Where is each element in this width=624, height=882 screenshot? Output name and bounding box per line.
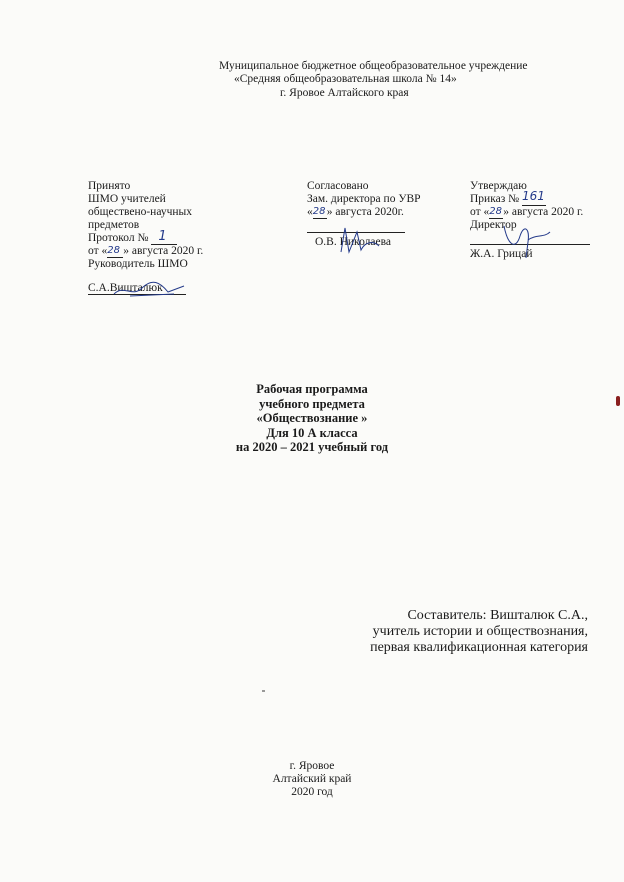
approved-date-prefix: от « — [470, 206, 490, 218]
protocol-label: Протокол № — [88, 232, 149, 244]
program-title — [212, 382, 412, 455]
approved-date-suffix: » августа 2020 г. — [503, 206, 584, 218]
footer-city: г. Яровое — [289, 760, 335, 772]
author-block — [288, 608, 588, 656]
accepted-date-prefix: от « — [88, 245, 108, 257]
protocol-line — [88, 229, 203, 245]
scan-mark — [616, 396, 620, 406]
protocol-number: 1 — [158, 229, 167, 244]
order-line — [470, 189, 583, 206]
title-line-3: «Обществознание » — [256, 411, 368, 425]
accepted-line-3: предметов — [88, 219, 140, 231]
title-line-1: Рабочая программа — [256, 382, 368, 396]
agreed-date-prefix: « — [307, 206, 313, 218]
agreed-signature — [335, 222, 385, 258]
accepted-heading: Принято — [88, 180, 131, 192]
head-name: С.А.Вишталюк — [88, 282, 163, 294]
school-full-name: «Средняя общеобразовательная школа № 14» — [234, 73, 457, 85]
accepted-line-1: ШМО учителей — [88, 193, 166, 205]
agreed-date-suffix: » августа 2020г. — [326, 206, 404, 218]
head-label: Руководитель ШМО — [88, 258, 188, 270]
school-location: г. Яровое Алтайского края — [280, 87, 409, 99]
author-line-1: Составитель: Вишталюк С.А., — [407, 608, 588, 623]
order-label: Приказ № — [470, 193, 520, 205]
agreed-heading: Согласовано — [307, 180, 369, 192]
agreed-name: О.В. Николаева — [315, 236, 391, 248]
author-line-3: первая квалификационная категория — [370, 640, 588, 655]
accepted-date-suffix: » августа 2020 г. — [123, 245, 204, 257]
accepted-signature — [110, 278, 190, 300]
order-number: 161 — [522, 189, 545, 203]
accepted-date-day: 28 — [107, 245, 120, 256]
title-line-4: Для 10 А класса — [266, 425, 358, 440]
director-signature — [498, 216, 558, 262]
approved-heading: Утверждаю — [470, 180, 527, 192]
approval-block-agreed — [307, 180, 421, 219]
author-line-2: учитель истории и обществознания, — [372, 624, 588, 639]
director-name: Ж.А. Грицай — [470, 248, 533, 260]
accepted-line-2: обществено-научных — [88, 206, 193, 218]
agreed-date — [307, 206, 421, 219]
agreed-line-1: Зам. директора по УВР — [307, 193, 421, 205]
approved-date-day: 28 — [489, 206, 502, 217]
school-name: Муниципальное бюджетное общеобразовательное учреждение — [219, 60, 528, 72]
footer-year: 2020 год — [291, 786, 333, 798]
protocol-date — [88, 245, 203, 258]
agreed-date-day: 28 — [312, 206, 326, 217]
scan-dot — [262, 690, 265, 692]
title-line-2: учебного предмета — [259, 396, 365, 411]
footer-region: Алтайский край — [272, 773, 352, 785]
title-line-5: на 2020 – 2021 учебный год — [235, 440, 389, 454]
footer-block — [262, 760, 362, 799]
director-role: Директор — [470, 219, 517, 231]
